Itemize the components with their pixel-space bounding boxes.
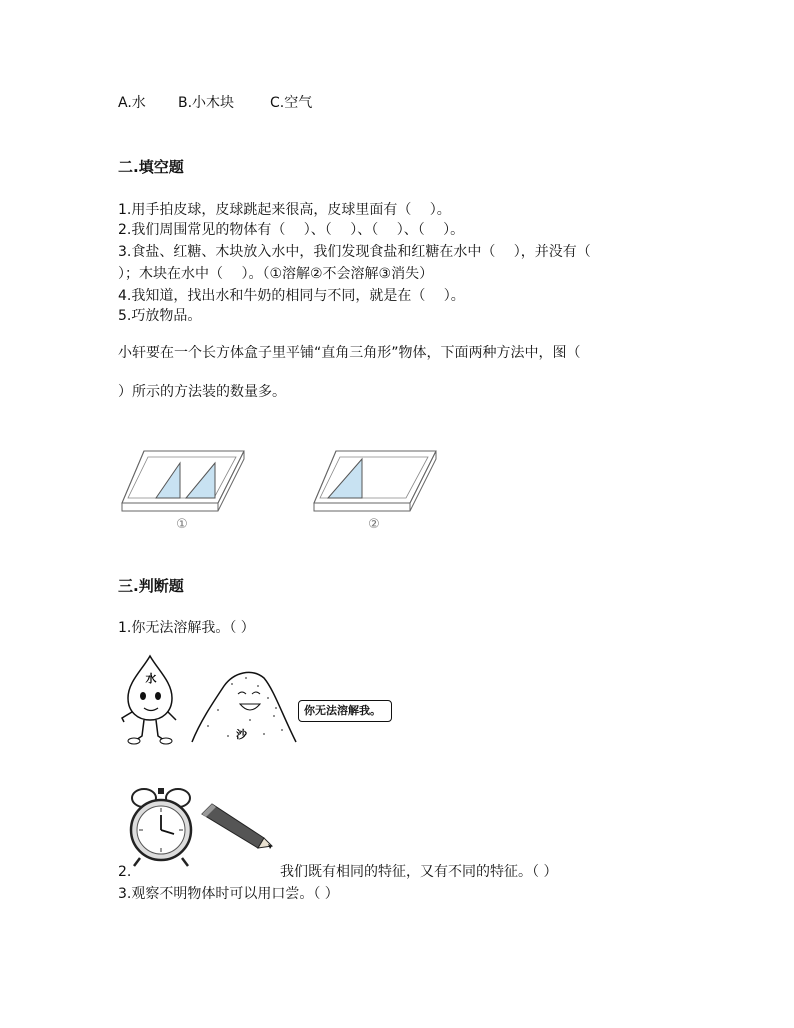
section-title-judgement: 三.判断题 <box>118 577 184 595</box>
choice-b: B.小木块 <box>178 95 235 111</box>
question-2-4: 4.我知道，找出水和牛奶的相同与不同，就是在（ ）。 <box>118 288 465 304</box>
box-figure-1 <box>118 445 248 535</box>
question-2-3-line1: 3.食盐、红糖、木块放入水中，我们发现食盐和红糖在水中（ ），并没有（ <box>118 244 591 260</box>
section-title-fill-blank: 二.填空题 <box>118 158 184 176</box>
question-3-1: 1.你无法溶解我。（ ） <box>118 620 255 636</box>
question-2-1: 1.用手拍皮球，皮球跳起来很高，皮球里面有（ ）。 <box>118 202 451 218</box>
figure-1-label: ① <box>176 517 188 532</box>
question-2-5: 5.巧放物品。 <box>118 308 202 324</box>
question-3-3: 3.观察不明物体时可以用口尝。（ ） <box>118 886 339 902</box>
question-3-2-number: 2. <box>118 864 132 880</box>
speech-text: 你无法溶解我。 <box>304 704 381 717</box>
sand-mound-cartoon <box>188 664 300 746</box>
question-3-2: 我们既有相同的特征，又有不同的特征。（ ） <box>280 864 558 880</box>
question-2-3-line2: ）；木块在水中（ ）。（①溶解②不会溶解③消失） <box>118 266 434 282</box>
question-2-5-stem-line2: ）所示的方法装的数量多。 <box>118 384 286 400</box>
water-drop-cartoon <box>114 652 182 748</box>
speech-bubble <box>298 700 392 722</box>
sand-label: 沙 <box>236 728 247 741</box>
choice-a: A.水 <box>118 95 146 111</box>
question-2-2: 2.我们周围常见的物体有（ ）、（ ）、（ ）、（ ）。 <box>118 222 465 238</box>
question-2-5-stem-line1: 小轩要在一个长方体盒子里平铺“直角三角形”物体，下面两种方法中，图（ <box>118 345 581 361</box>
pencil-icon <box>198 800 280 856</box>
water-label: 水 <box>145 672 157 685</box>
alarm-clock-icon <box>122 782 200 868</box>
figure-2-label: ② <box>368 517 380 532</box>
choice-c: C.空气 <box>270 95 313 111</box>
box-figure-2 <box>310 445 440 535</box>
